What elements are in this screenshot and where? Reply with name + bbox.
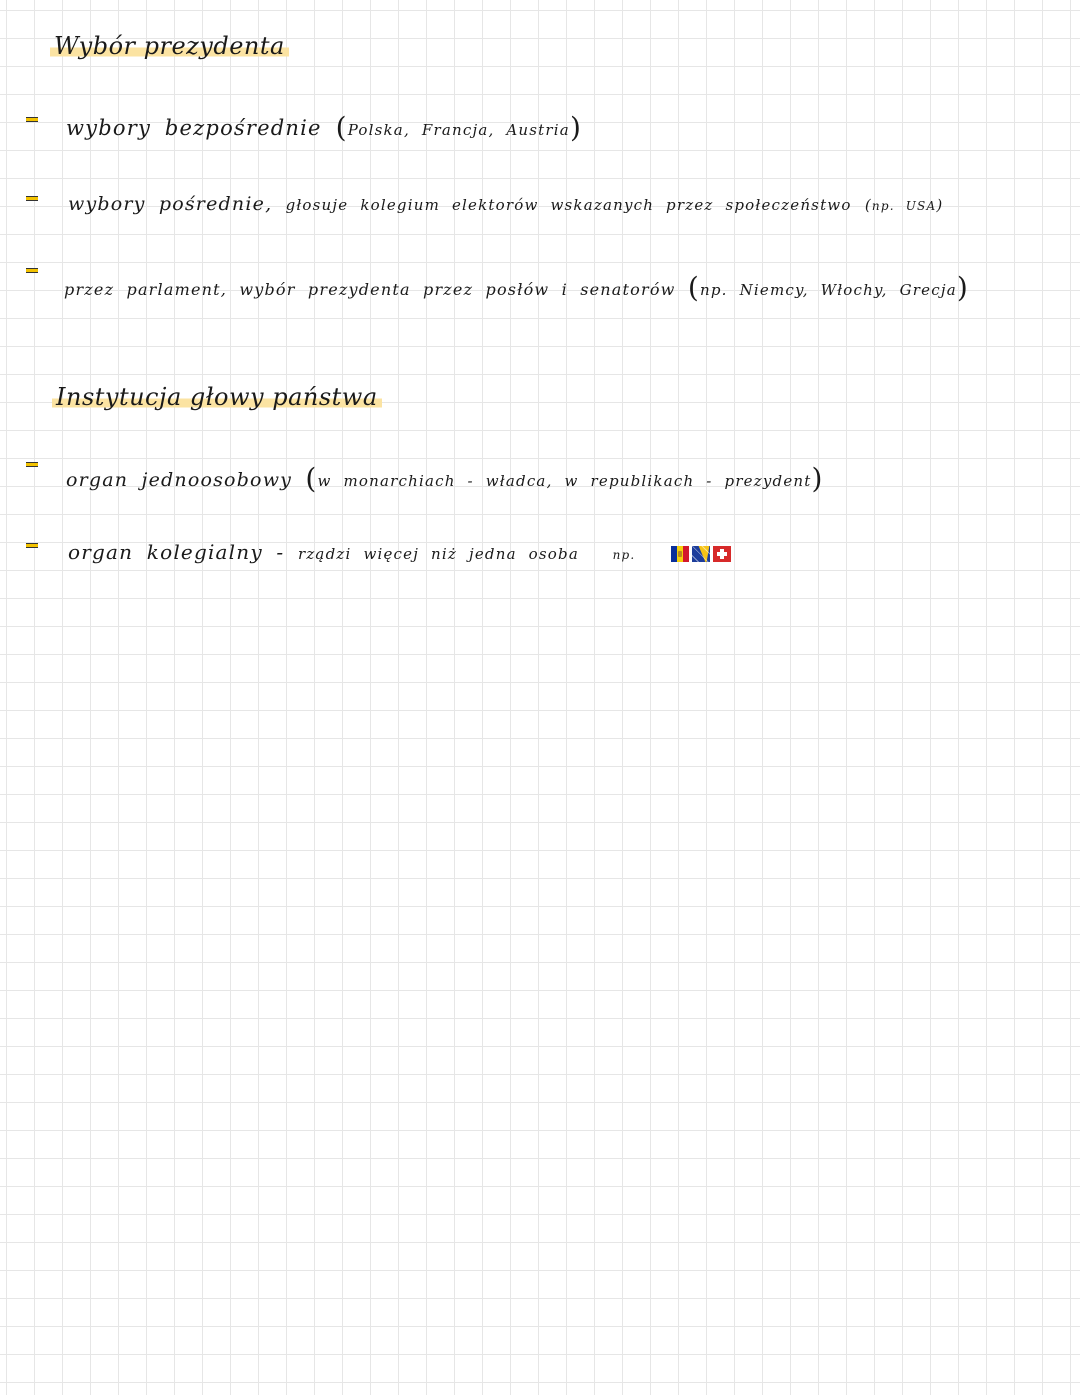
bullet-dash [26,268,38,273]
bullet-dash [26,117,38,122]
item-rest-text: wybór prezydenta przez posłów i senatorów [239,280,676,299]
item-np: np. [612,548,636,562]
andorra-flag-icon [671,546,689,562]
item-main-text: wybory bezpośrednie [66,116,322,140]
list-item-wybory-bezposrednie: wybory bezpośrednie (Polska, Francja, Austria) [66,111,583,144]
item-rest-text: głosuje kolegium elektorów wskazanych przez społeczeństwo [285,196,852,214]
section-title-instytucja-glowy-panstwa: Instytucja głowy państwa [52,383,382,411]
bullet-dash [26,462,38,467]
item-main-text: przez parlament [64,280,221,299]
item-note: np. USA [871,199,937,213]
item-main-text: organ kolegialny [68,540,263,564]
section-title-wybor-prezydenta: Wybór prezydenta [50,32,289,60]
item-main-text: organ jednoosobowy [66,469,293,491]
item-rest-text: rządzi więcej niż jedna osoba [297,545,579,563]
bullet-dash [26,196,38,201]
item-main-text: wybory pośrednie [68,193,266,215]
list-item-organ-jednoosobowy: organ jednoosobowy (w monarchiach - władca, w republikach - prezydent) [66,462,824,495]
item-note: w monarchiach - władca, w republikach - prezydent [317,472,812,490]
switzerland-flag-icon [713,546,731,562]
list-item-wybory-posrednie: wybory pośrednie, głosuje kolegium elektorów wskazanych przez społeczeństwo (np. USA) [68,193,944,215]
bullet-dash [26,543,38,548]
item-note: np. Niemcy, Włochy, Grecja [699,281,957,299]
list-item-organ-kolegialny: organ kolegialny - rządzi więcej niż jedna osoba np. [68,540,731,564]
item-note: Polska, Francja, Austria [347,121,570,139]
list-item-przez-parlament: przez parlament, wybór prezydenta przez posłów i senatorów (np. Niemcy, Włochy, Grecja) [64,271,969,304]
flag-list [671,546,731,562]
bosnia-flag-icon [692,546,710,562]
